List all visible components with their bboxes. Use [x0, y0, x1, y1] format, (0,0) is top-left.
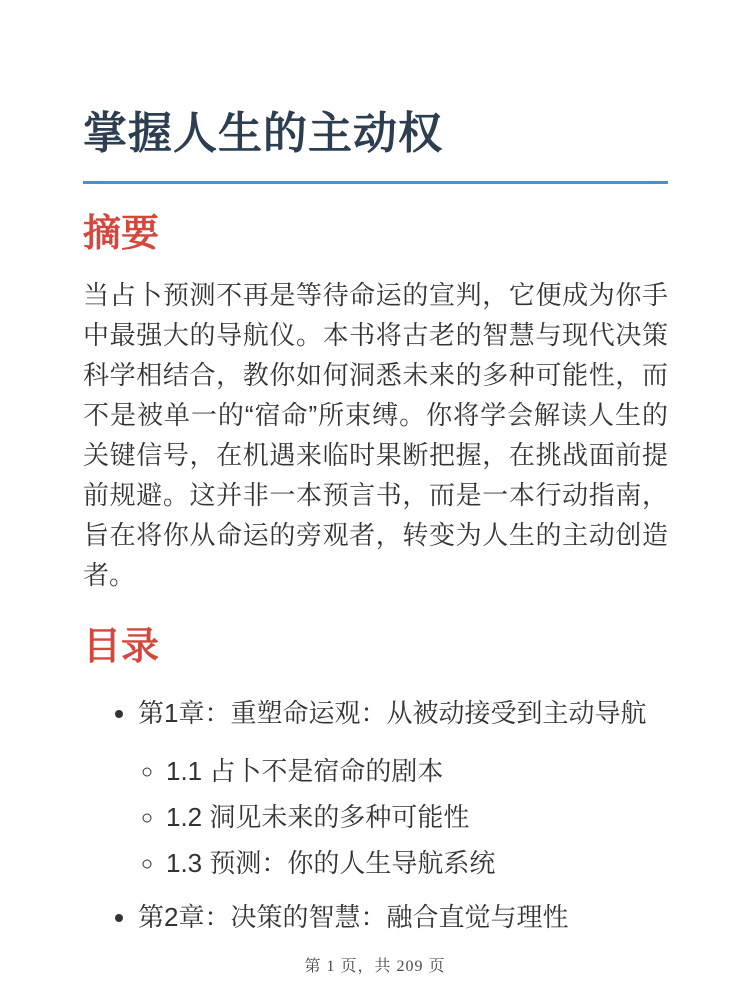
abstract-heading: 摘要 [83, 212, 160, 255]
toc-heading: 目录 [83, 626, 160, 669]
toc-section-1-1: ◦ 1.1 占卜不是宿命的剧本 [166, 751, 668, 791]
toc-chapter-1-sections [138, 751, 668, 883]
page-footer: 第 1 页，共 209 页 [304, 958, 446, 975]
page-title: 掌握人生的主动权 [83, 108, 668, 184]
toc-chapter-1 [138, 693, 668, 883]
toc-chapter-2-label: 第2章：决策的智慧：融合直觉与理性 [138, 901, 569, 932]
toc-chapter-2 [138, 897, 668, 937]
toc-list [83, 693, 668, 937]
toc-section-1-3: ◦ 1.3 预测：你的人生导航系统 [166, 843, 668, 883]
toc-chapter-1-label: 第1章：重塑命运观：从被动接受到主动导航 [138, 697, 647, 728]
abstract-paragraph: 当占卜预测不再是等待命运的宣判，它便成为你手中最强大的导航仪。本书将古老的智慧与现代决策科学相结合，教你如何洞悉未来的多种可能性，而不是被单一的“宿命”所束缚。你将学会解读人生的关键信号，在机遇来临时果断把握，在挑战面前提前规避。这并非一本预言书，而是一本行动指南，旨在将你从命运的旁观者，转变为人生的主动创造者。 [83, 280, 668, 591]
toc-section-1-2: ◦ 1.2 洞见未来的多种可能性 [166, 797, 668, 837]
